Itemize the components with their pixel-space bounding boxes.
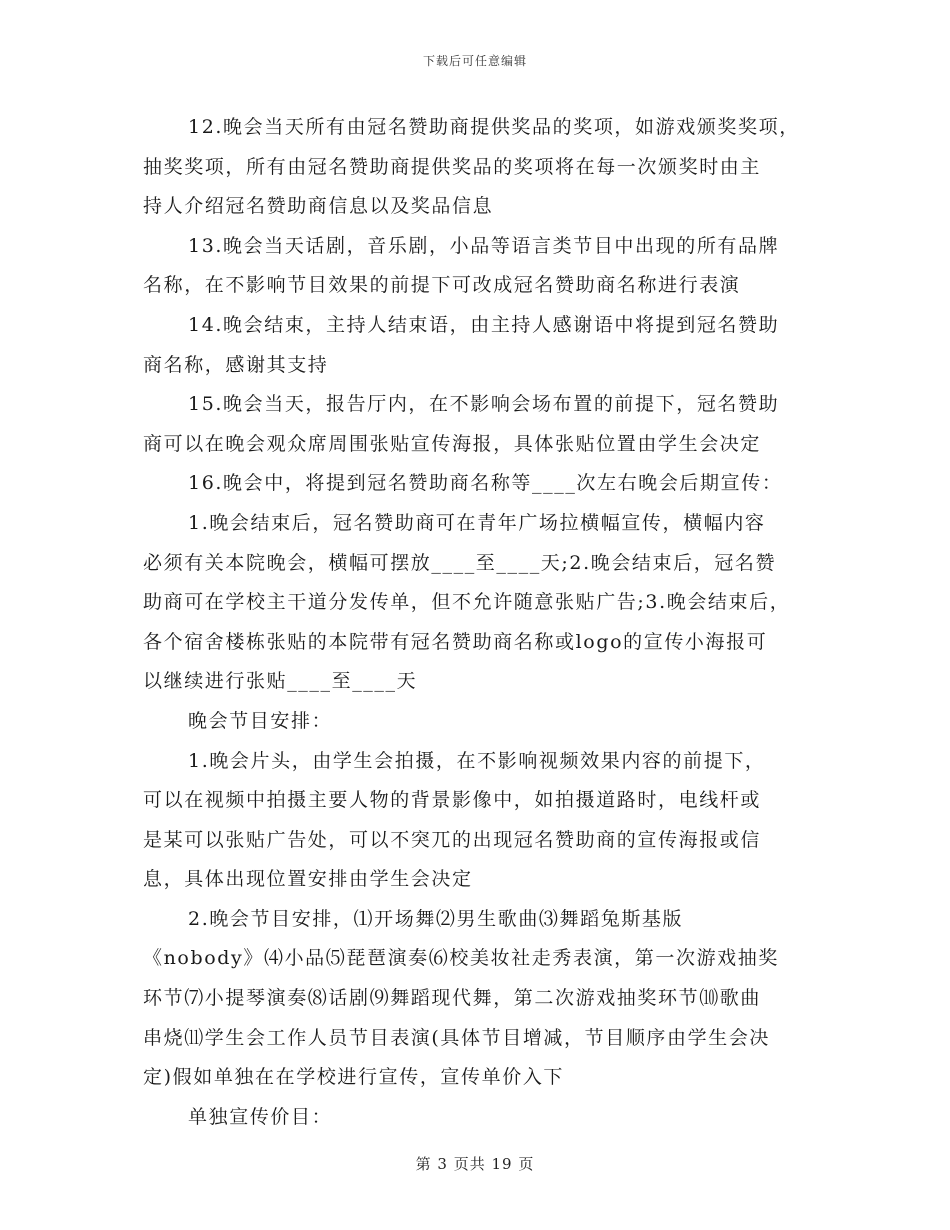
text-line: 定)假如单独在在学校进行宣传，宣传单价入下 (143, 1066, 565, 1089)
text-line: 1.晚会片头，由学生会拍摄，在不影响视频效果内容的前提下， (188, 749, 766, 772)
text-line: 13.晚会当天话剧，音乐剧，小品等语言类节目中出现的所有品牌 (188, 234, 780, 257)
text-line: 商可以在晚会观众席周围张贴宣传海报，具体张贴位置由学生会决定 (143, 432, 762, 455)
text-line: 以继续进行张贴____至____天 (143, 670, 418, 693)
text-line: 抽奖奖项，所有由冠名赞助商提供奖品的奖项将在每一次颁奖时由主 (143, 155, 762, 178)
text-line: 14.晚会结束，主持人结束语，由主持人感谢语中将提到冠名赞助 (188, 313, 780, 336)
text-line: 环节⑺小提琴演奏⑻话剧⑼舞蹈现代舞，第二次游戏抽奖环节⑽歌曲 (143, 987, 762, 1010)
text-line: 串烧⑾学生会工作人员节目表演(具体节目增减，节目顺序由学生会决 (143, 1026, 771, 1049)
text-line: 12.晚会当天所有由冠名赞助商提供奖品的奖项，如游戏颁奖奖项， (188, 116, 800, 138)
text-line: 必须有关本院晚会，横幅可摆放____至____天;2.晚会结束后，冠名赞 (143, 551, 777, 574)
text-line: 商名称，感谢其支持 (143, 353, 329, 376)
text-line: 可以在视频中拍摄主要人物的背景影像中，如拍摄道路时，电线杆或 (143, 789, 762, 812)
text-line: 晚会节目安排： (188, 709, 333, 732)
document-body (143, 108, 813, 1137)
text-line: 持人介绍冠名赞助商信息以及奖品信息 (143, 195, 494, 218)
text-line: 15.晚会当天，报告厅内，在不影响会场布置的前提下，冠名赞助 (188, 393, 780, 416)
text-line: 16.晚会中，将提到冠名赞助商名称等____次左右晚会后期宣传： (188, 472, 783, 495)
text-line: 各个宿舍楼栋张贴的本院带有冠名赞助商名称或logo的宣传小海报可 (143, 630, 768, 653)
text-line: 助商可在学校主干道分发传单，但不允许随意张贴广告;3.晚会结束后， (143, 591, 791, 614)
text-line: 是某可以张贴广告处，可以不突兀的出现冠名赞助商的宣传海报或信 (143, 828, 762, 851)
page-header: 下载后可任意编辑 (422, 54, 527, 68)
text-line: 《nobody》⑷小品⑸琵琶演奏⑹校美妆社走秀表演，第一次游戏抽奖 (143, 947, 779, 970)
text-line: 名称，在不影响节目效果的前提下可改成冠名赞助商名称进行表演 (143, 274, 741, 297)
text-line: 息，具体出现位置安排由学生会决定 (143, 868, 473, 891)
text-line: 1.晚会结束后，冠名赞助商可在青年广场拉横幅宣传，横幅内容 (188, 511, 766, 534)
text-line: 单独宣传价目： (188, 1105, 333, 1128)
page-footer: 第 3 页共 19 页 (415, 1155, 535, 1173)
text-line: 2.晚会节目安排，⑴开场舞⑵男生歌曲⑶舞蹈兔斯基版 (188, 907, 684, 930)
